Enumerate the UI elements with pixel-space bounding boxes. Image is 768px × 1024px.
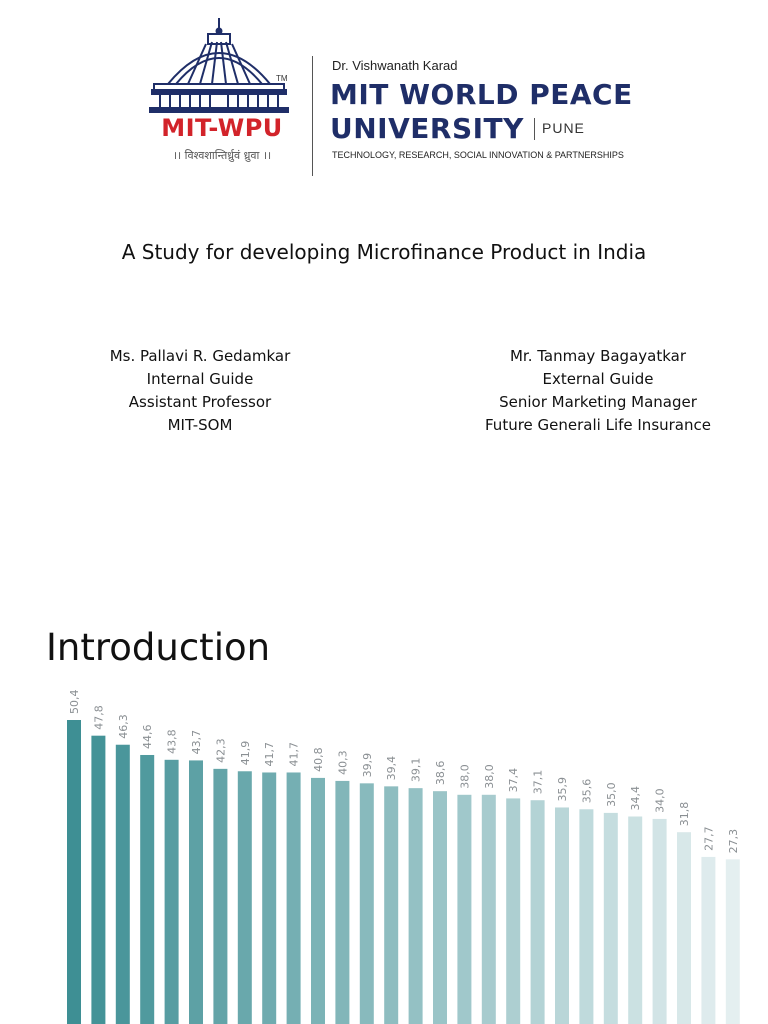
internal-guide-role: Internal Guide: [146, 370, 254, 388]
university-kicker: Dr. Vishwanath Karad: [332, 58, 458, 73]
bar-chart: [50, 670, 750, 1024]
dome-building-icon: [148, 16, 298, 126]
internal-guide-organization: MIT-SOM: [167, 416, 233, 434]
university-name-line1: MIT WORLD PEACE: [330, 78, 633, 111]
chart-data-label: 31,8: [678, 801, 691, 827]
chart-data-label: 38,0: [482, 764, 496, 789]
chart-bar: [116, 745, 130, 1024]
external-guide-designation: Senior Marketing Manager: [499, 393, 697, 411]
chart-bar: [384, 786, 398, 1024]
university-city: PUNE: [542, 120, 585, 136]
chart-bar: [262, 772, 276, 1024]
chart-data-label: 37,4: [507, 767, 521, 793]
chart-bar: [506, 798, 520, 1024]
chart-data-label: 43,8: [165, 729, 179, 754]
chart-data-label: 39,9: [360, 752, 374, 778]
chart-bar: [189, 760, 203, 1024]
chart-data-label: 47,8: [92, 705, 106, 730]
chart-bar: [677, 832, 691, 1024]
chart-data-label: 46,3: [116, 714, 130, 739]
chart-bar: [409, 788, 423, 1024]
university-name-line2: UNIVERSITY: [330, 112, 524, 145]
chart-bar: [213, 769, 227, 1024]
study-title: A Study for developing Microfinance Product in India: [121, 240, 647, 264]
chart-data-label: 41,7: [263, 741, 277, 767]
chart-bar: [140, 755, 154, 1024]
external-guide-organization: Future Generali Life Insurance: [485, 416, 711, 434]
chart-bar: [555, 807, 569, 1024]
chart-data-label: 27,3: [726, 828, 740, 854]
chart-bar: [701, 857, 715, 1024]
chart-data-label: 50,4: [68, 689, 81, 714]
university-logo: [148, 16, 633, 166]
chart-bar: [433, 791, 447, 1024]
chart-bar: [726, 859, 740, 1024]
chart-data-label: 43,7: [190, 729, 203, 755]
chart-data-label: 27,7: [702, 826, 716, 851]
external-guide-block: [450, 345, 746, 437]
chart-bar: [653, 819, 667, 1024]
chart-bar: [238, 771, 252, 1024]
chart-data-label: 35,6: [580, 778, 594, 804]
chart-bar: [91, 736, 105, 1024]
chart-bar: [287, 772, 301, 1024]
brand-motto: ।। विश्वशान्तिर्ध्रुवं ध्रुवा ।।: [172, 149, 272, 162]
chart-data-label: 38,0: [458, 764, 472, 789]
chart-data-label: 34,4: [629, 786, 643, 811]
chart-bar: [360, 783, 374, 1024]
chart-data-label: 40,8: [312, 747, 325, 772]
brand-name: MIT-WPU: [161, 114, 283, 142]
chart-bar: [604, 813, 618, 1024]
trademark-mark: TM: [276, 74, 288, 83]
chart-bar: [335, 781, 349, 1024]
internal-guide-block: [60, 345, 340, 437]
chart-data-label: 39,4: [385, 755, 399, 781]
chart-data-label: 44,6: [141, 724, 155, 749]
chart-data-label: 34,0: [653, 788, 667, 813]
chart-data-label: 37,1: [531, 769, 545, 795]
university-tagline: TECHNOLOGY, RESEARCH, SOCIAL INNOVATION & PARTNERSHIPS: [332, 150, 624, 160]
chart-bar: [628, 817, 642, 1024]
internal-guide-name: Ms. Pallavi R. Gedamkar: [109, 347, 291, 365]
chart-data-label: 39,1: [409, 757, 423, 783]
external-guide-name: Mr. Tanmay Bagayatkar: [509, 347, 687, 365]
chart-bar: [67, 720, 81, 1024]
chart-data-label: 35,0: [604, 782, 618, 807]
internal-guide-designation: Assistant Professor: [128, 393, 272, 411]
chart-data-label: 35,9: [556, 776, 569, 802]
chart-data-label: 42,3: [214, 738, 228, 763]
chart-bar: [482, 795, 496, 1024]
chart-bar: [579, 809, 593, 1024]
logo-divider: [312, 56, 313, 176]
chart-bar: [457, 795, 471, 1024]
chart-data-label: 40,3: [336, 750, 350, 775]
chart-bar: [311, 778, 325, 1024]
chart-data-label: 38,6: [434, 760, 447, 786]
city-divider: [534, 118, 535, 140]
chart-bar: [531, 800, 545, 1024]
chart-bar: [165, 760, 179, 1024]
section-heading: Introduction: [46, 626, 271, 669]
chart-data-label: 41,9: [238, 740, 252, 766]
external-guide-role: External Guide: [542, 370, 654, 388]
chart-data-label: 41,7: [287, 741, 301, 767]
